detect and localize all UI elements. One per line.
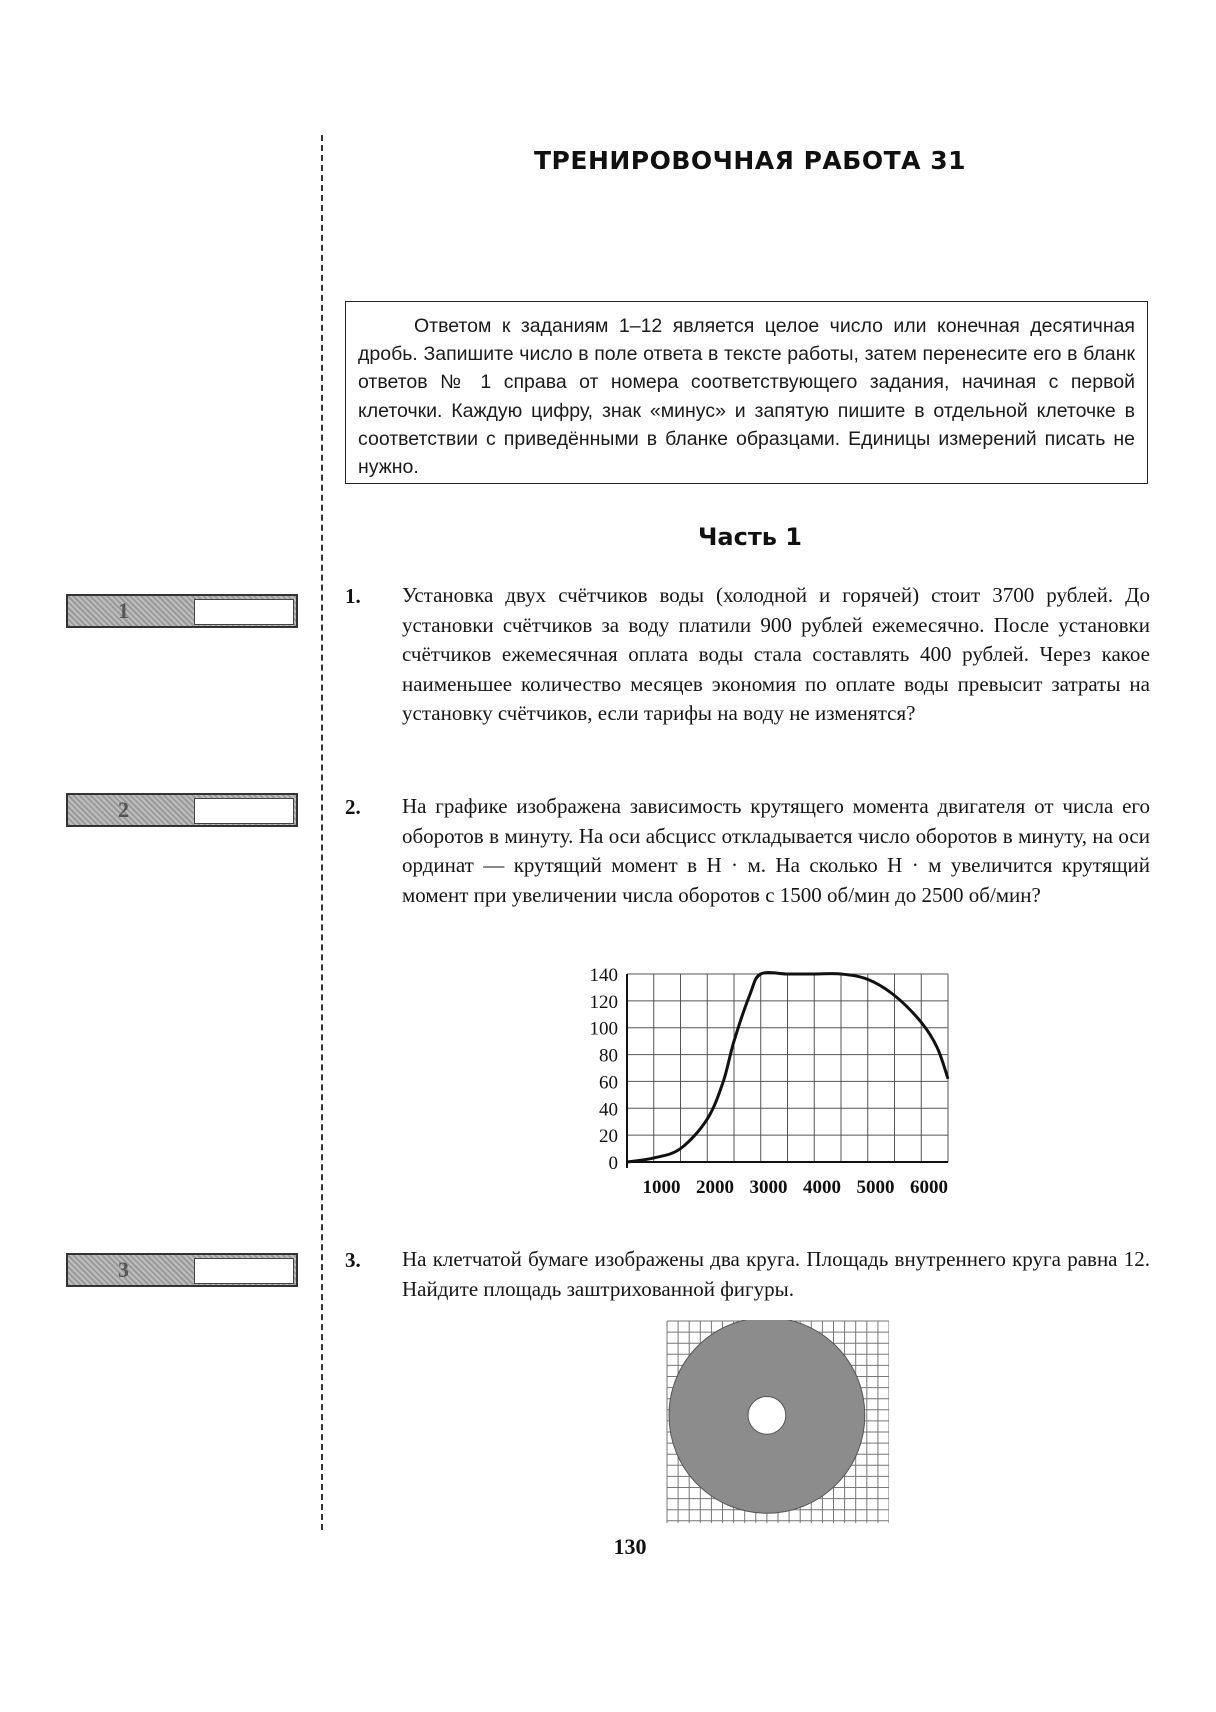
- answer-field-1[interactable]: [194, 599, 294, 625]
- page-title: ТРЕНИРОВОЧНАЯ РАБОТА 31: [534, 146, 966, 175]
- x-tick-label: 6000: [910, 1177, 948, 1198]
- answer-marker-3: [66, 1253, 298, 1287]
- circles-figure: [666, 1320, 889, 1523]
- page-number: 130: [613, 1534, 647, 1559]
- x-tick-label: 1000: [642, 1177, 681, 1198]
- task-number: 3.: [345, 1248, 361, 1272]
- y-tick-label: 80: [599, 1045, 618, 1067]
- answer-field-2[interactable]: [194, 798, 294, 824]
- answer-field-3[interactable]: [194, 1258, 294, 1284]
- task-number: 2.: [345, 795, 361, 819]
- x-tick-label: 3000: [749, 1177, 788, 1198]
- y-tick-label: 0: [608, 1153, 618, 1174]
- y-tick-label: 140: [589, 965, 618, 986]
- inner-circle: [748, 1396, 786, 1434]
- answer-marker-number: 2: [118, 797, 129, 822]
- answer-marker-number: 3: [118, 1257, 129, 1282]
- answer-marker-2: [66, 793, 298, 827]
- cut-line: [321, 135, 323, 1530]
- answer-marker-number: 1: [118, 598, 129, 623]
- y-tick-label: 20: [599, 1126, 618, 1148]
- y-tick-label: 120: [589, 991, 618, 1013]
- y-tick-label: 60: [599, 1072, 618, 1094]
- task-text-1: Установка двух счётчиков воды (холодной и горячей) стоит 3700 рублей. До установки счётчиков за воду платили 900 рублей ежемесячно. После установки счётчиков ежемесячная оплата воды стала составлять 400 рублей. Через какое наименьшее количество месяцев экономия по оплате воды превысит затраты на установку счётчиков, если тарифы на воду не изменятся?: [402, 583, 1150, 726]
- part-title: Часть 1: [698, 523, 802, 551]
- answer-marker-1: [66, 594, 298, 628]
- task-text-3: На клетчатой бумаге изображены два круга. Площадь внутреннего круга равна 12. Найдите площадь заштрихованной фигуры.: [402, 1247, 1150, 1301]
- task-text-2: На графике изображена зависимость крутящего момента двигателя от числа его оборотов в минуту. На оси абсцисс откладывается число оборотов в минуту, на оси ординат — крутящий момент в Н · м. На сколько Н · м увеличится крутящий момент при увеличении числа оборотов с 1500 об/мин до 2500 об/мин?: [402, 794, 1150, 907]
- x-tick-label: 5000: [856, 1177, 895, 1198]
- x-tick-label: 4000: [803, 1177, 841, 1198]
- instruction-box: Ответом к заданиям 1–12 является целое число или конечная десятичная дробь. Запишите число в поле ответа в тексте работы, затем перенесите его в бланк ответов № 1 справа от номера соответствующего задания, начиная с первой клеточки. Каждую цифру, знак «минус» и запятую пишите в отдельной клеточке в соответствии с приведёнными в бланке образцами. Единицы измерений писать не нужно.: [345, 301, 1148, 484]
- task-number: 1.: [345, 584, 361, 608]
- y-tick-label: 100: [589, 1018, 618, 1040]
- torque-chart: [570, 955, 990, 1215]
- y-tick-label: 40: [599, 1099, 618, 1121]
- x-tick-label: 2000: [696, 1177, 734, 1198]
